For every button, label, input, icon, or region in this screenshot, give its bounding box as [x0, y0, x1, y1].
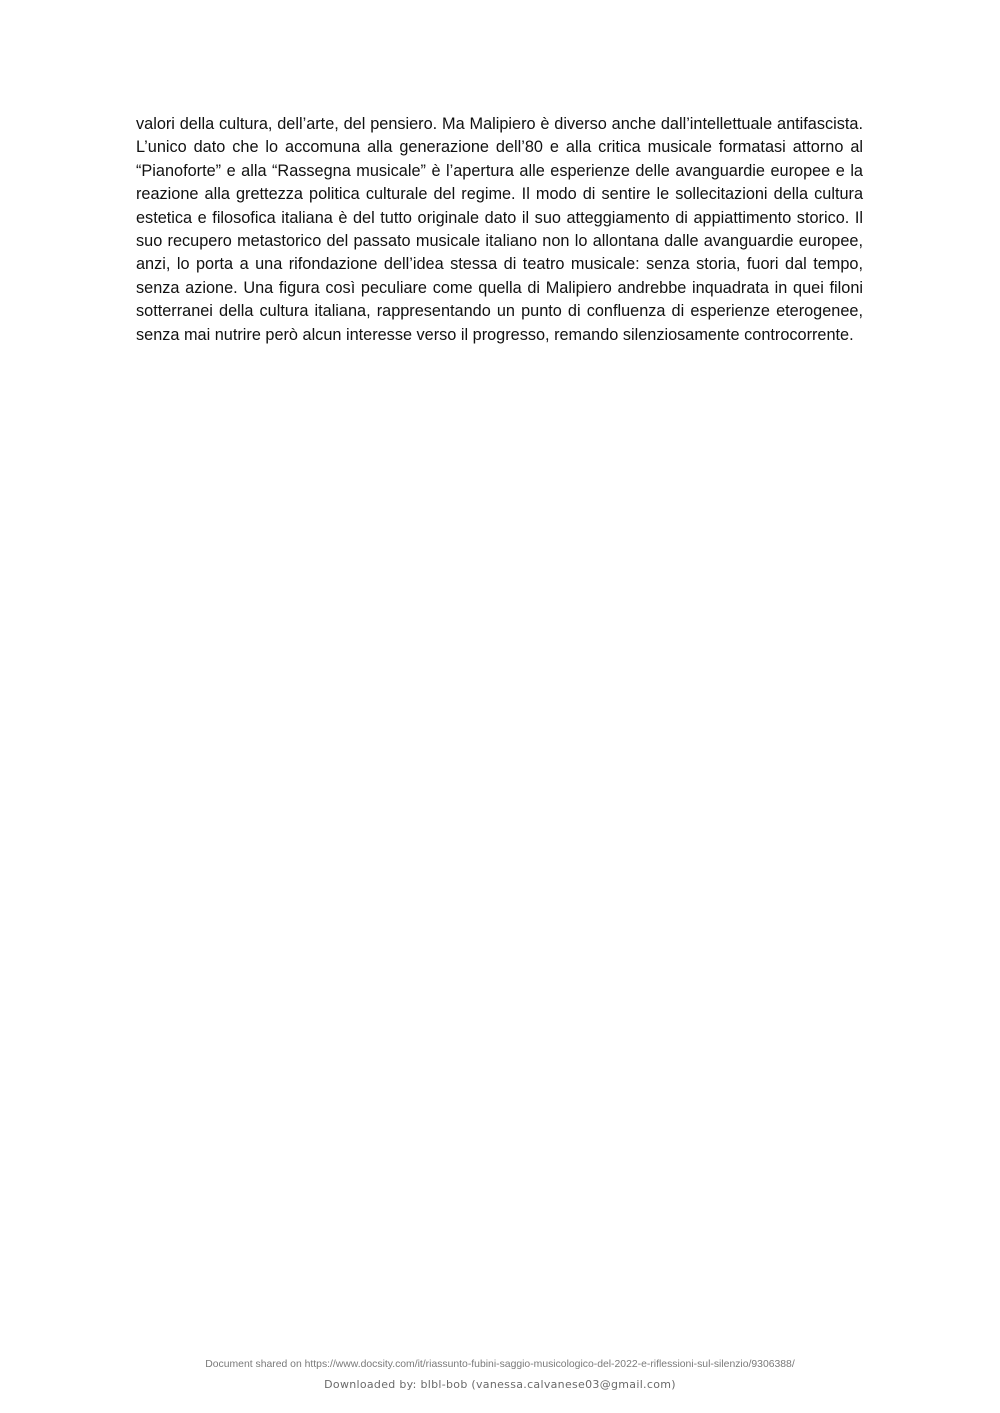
footer-downloaded-by: Downloaded by: blbl-bob (vanessa.calvanese03@gmail.com) [324, 1378, 676, 1391]
page-body [136, 113, 863, 347]
body-paragraph: valori della cultura, dell’arte, del pensiero. Ma Malipiero è diverso anche dall’intellettuale antifascista. L’unico dato che lo accomuna alla generazione dell’80 e alla critica musicale formatasi attorno al “Pianoforte” e alla “Rassegna musicale” è l’apertura alle esperienze delle avanguardie europee e la reazione alla grettezza politica culturale del regime. Il modo di sentire le sollecitazioni della cultura estetica e filosofica italiana è del tutto originale dato il suo atteggiamento di appiattimento storico. Il suo recupero metastorico del passato musicale italiano non lo allontana dalle avanguardie europee, anzi, lo porta a una rifondazione dell’idea stessa di teatro musicale: senza storia, fuori dal tempo, senza azione. Una figura così peculiare come quella di Malipiero andrebbe inquadrata in quei filoni sotterranei della cultura italiana, rappresentando un punto di confluenza di esperienze eterogenee, senza mai nutrire però alcun interesse verso il progresso, remando silenziosamente controcorrente. [136, 115, 863, 344]
footer-shared-notice: Document shared on https://www.docsity.com/it/riassunto-fubini-saggio-musicologico-del-2022-e-riflessioni-sul-silenzio/9306388/ [205, 1359, 795, 1370]
